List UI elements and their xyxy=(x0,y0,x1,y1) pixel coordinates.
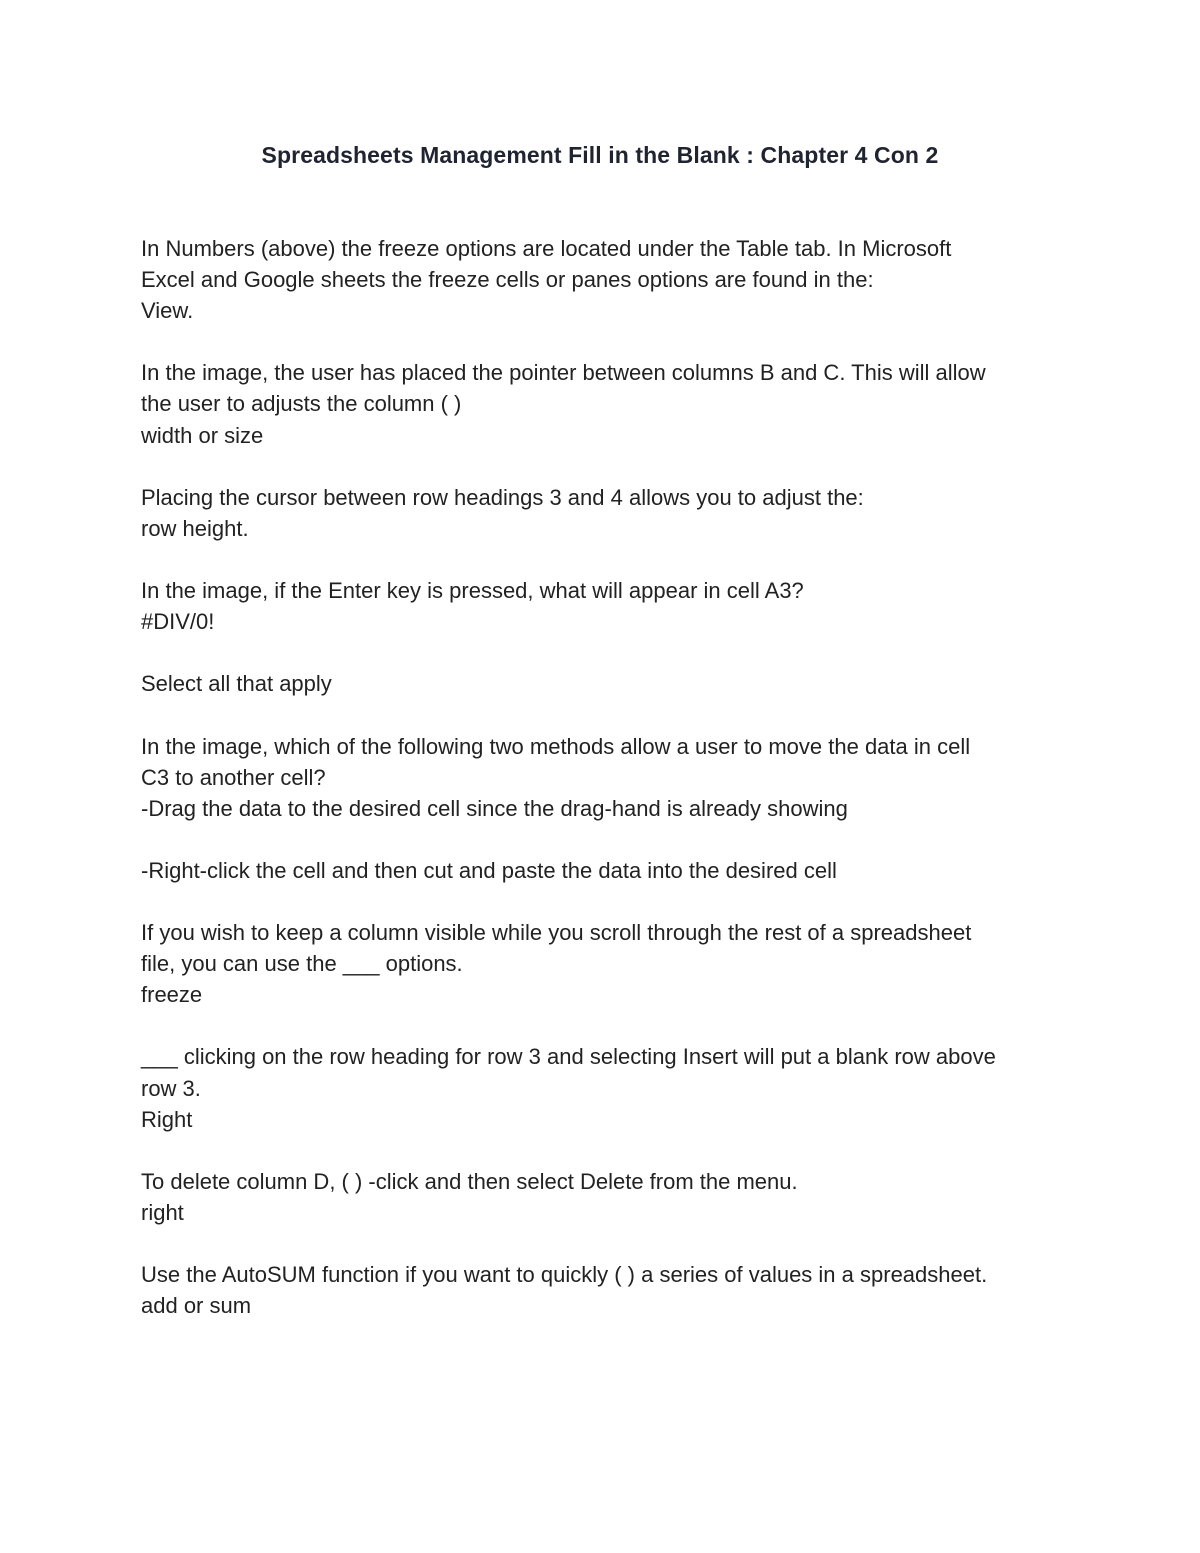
paragraph-gap xyxy=(141,451,1071,482)
document-title: Spreadsheets Management Fill in the Blank : Chapter 4 Con 2 xyxy=(261,142,939,168)
answer-line: #DIV/0! xyxy=(141,609,215,635)
paragraph-gap xyxy=(141,1010,1071,1041)
instruction-line: Select all that apply xyxy=(141,671,332,697)
answer-line: Right xyxy=(141,1106,193,1132)
question-line: row 3. xyxy=(141,1075,201,1101)
paragraph-gap xyxy=(141,1135,1071,1166)
paragraph-gap xyxy=(141,637,1071,668)
paragraph-gap xyxy=(141,886,1071,917)
paragraph-gap xyxy=(141,544,1071,575)
question-line: Use the AutoSUM function if you want to quickly ( ) a series of values in a spreadsheet. xyxy=(141,1262,988,1288)
answer-line: -Right-click the cell and then cut and paste the data into the desired cell xyxy=(141,857,837,883)
question-line: Excel and Google sheets the freeze cells or panes options are found in the: xyxy=(141,267,874,293)
question-line: In Numbers (above) the freeze options are located under the Table tab. In Microsoft xyxy=(141,236,952,261)
answer-line: width or size xyxy=(141,422,264,448)
answer-line: View. xyxy=(141,298,194,324)
question-line: ___ clicking on the row heading for row 3 and selecting Insert will put a blank row above xyxy=(141,1044,996,1070)
question-line: file, you can use the ___ options. xyxy=(141,951,463,977)
question-line: Placing the cursor between row headings 3 and 4 allows you to adjust the: xyxy=(141,484,864,510)
question-line: C3 to another cell? xyxy=(141,764,326,790)
answer-line: -Drag the data to the desired cell since the drag-hand is already showing xyxy=(141,795,848,821)
question-line: In the image, if the Enter key is pressed, what will appear in cell A3? xyxy=(141,578,804,604)
answer-line: row height. xyxy=(141,515,249,541)
question-line: In the image, the user has placed the pointer between columns B and C. This will allow xyxy=(141,360,986,386)
paragraph-gap xyxy=(141,1228,1071,1259)
answer-line: add or sum xyxy=(141,1293,252,1319)
paragraph-gap xyxy=(141,326,1071,357)
question-line: If you wish to keep a column visible while you scroll through the rest of a spreadsheet xyxy=(141,920,972,946)
paragraph-gap xyxy=(141,824,1071,855)
question-line: the user to adjusts the column ( ) xyxy=(141,391,462,417)
question-line: To delete column D, ( ) -click and then select Delete from the menu. xyxy=(141,1168,798,1194)
answer-line: freeze xyxy=(141,982,203,1008)
paragraph-gap xyxy=(141,699,1071,730)
question-line: In the image, which of the following two methods allow a user to move the data in cell xyxy=(141,733,971,759)
answer-line: right xyxy=(141,1199,184,1225)
document-body xyxy=(141,233,1071,1321)
